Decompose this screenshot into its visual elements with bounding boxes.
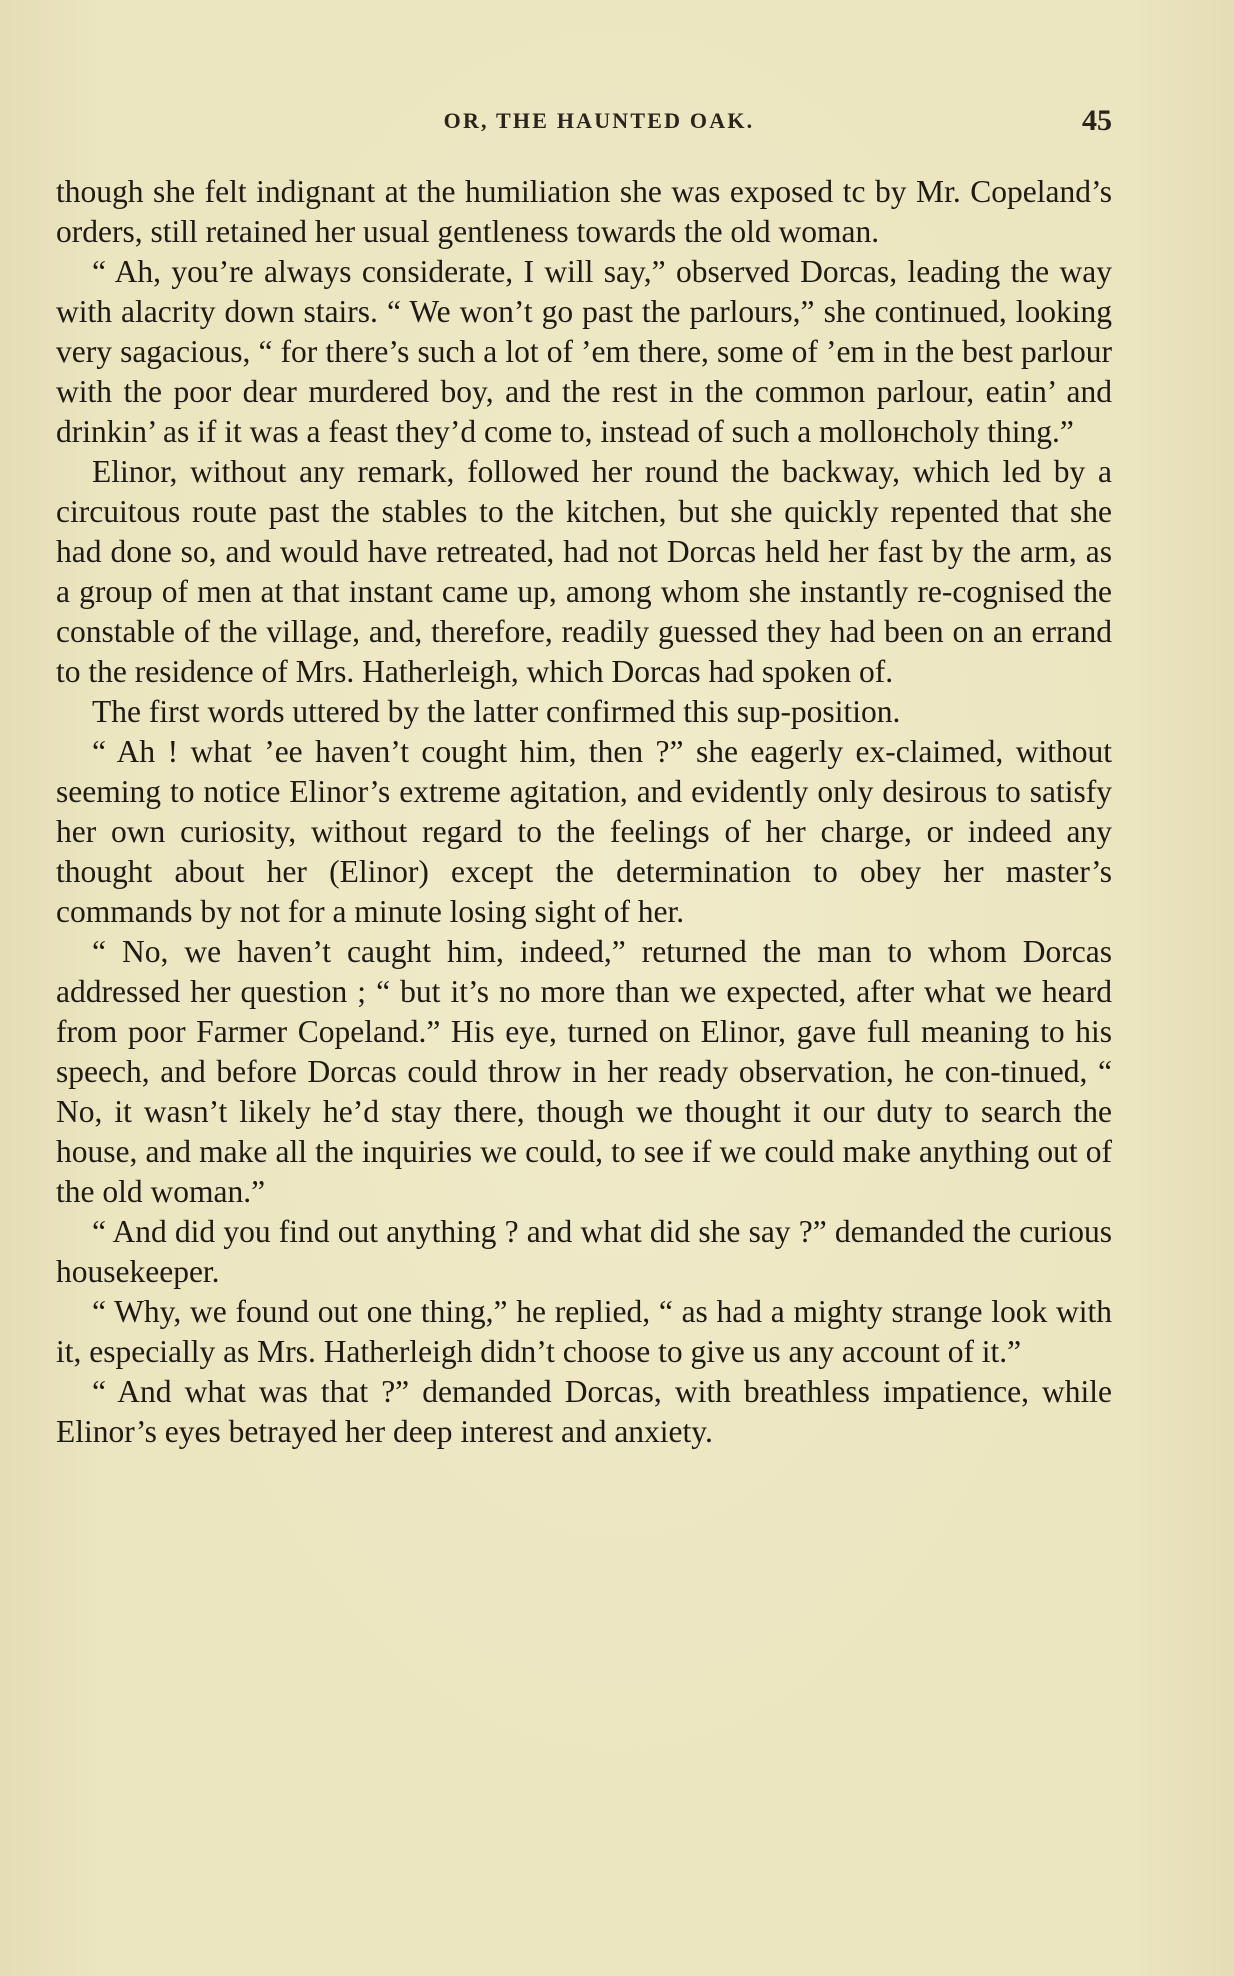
page-number: 45 [1082,104,1112,137]
paragraph: “ No, we haven’t caught him, indeed,” returned the man to whom Dorcas addressed her question ; “ but it’s no more than we expected, after what we heard from poor Farmer Copeland.” His eye, turned on Elinor, gave full meaning to his speech, and before Dorcas could throw in her ready observation, he con-tinued, “ No, it wasn’t likely he’d stay there, though we thought it our duty to search the house, and make all the inquiries we could, to see if we could make anything out of the old woman.” [56,934,1112,1209]
body-text [56,172,1112,1452]
paragraph: “ Ah, you’re always considerate, I will say,” observed Dorcas, leading the way with alacrity down stairs. “ We won’t go past the parlours,” she continued, looking very sagacious, “ for there’s such a lot of ’em there, some of ’em in the best parlour with the poor dear murdered boy, and the rest in the common parlour, eatin’ and drinkin’ as if it was a feast they’d come to, instead of such a mollонcholy thing.” [56,254,1112,449]
running-head: OR, THE HAUNTED OAK. [443,108,755,133]
paragraph: The first words uttered by the latter confirmed this sup-position. [92,694,901,729]
paragraph: “ And did you find out anything ? and what did she say ?” demanded the curious housekeeper. [56,1214,1112,1289]
paragraph: though she felt indignant at the humiliation she was exposed tc by Mr. Copeland’s orders, still retained her usual gentleness towards the old woman. [56,174,1112,249]
paragraph: Elinor, without any remark, followed her round the backway, which led by a circuitous route past the stables to the kitchen, but she quickly repented that she had done so, and would have retreated, had not Dorcas held her fast by the arm, as a group of men at that instant came up, among whom she instantly re-cognised the constable of the village, and, therefore, readily guessed they had been on an errand to the residence of Mrs. Hatherleigh, which Dorcas had spoken of. [56,454,1112,689]
paragraph: “ Why, we found out one thing,” he replied, “ as had a mighty strange look with it, especially as Mrs. Hatherleigh didn’t choose to give us any account of it.” [56,1294,1112,1369]
page-header [56,104,1112,144]
paragraph: “ And what was that ?” demanded Dorcas, with breathless impatience, while Elinor’s eyes betrayed her deep interest and anxiety. [56,1374,1112,1449]
paragraph: “ Ah ! what ’ee haven’t cought him, then ?” she eagerly ex-claimed, without seeming to notice Elinor’s extreme agitation, and evidently only desirous to satisfy her own curiosity, without regard to the feelings of her charge, or indeed any thought about her (Elinor) except the determination to obey her master’s commands by not for a minute losing sight of her. [56,734,1112,929]
